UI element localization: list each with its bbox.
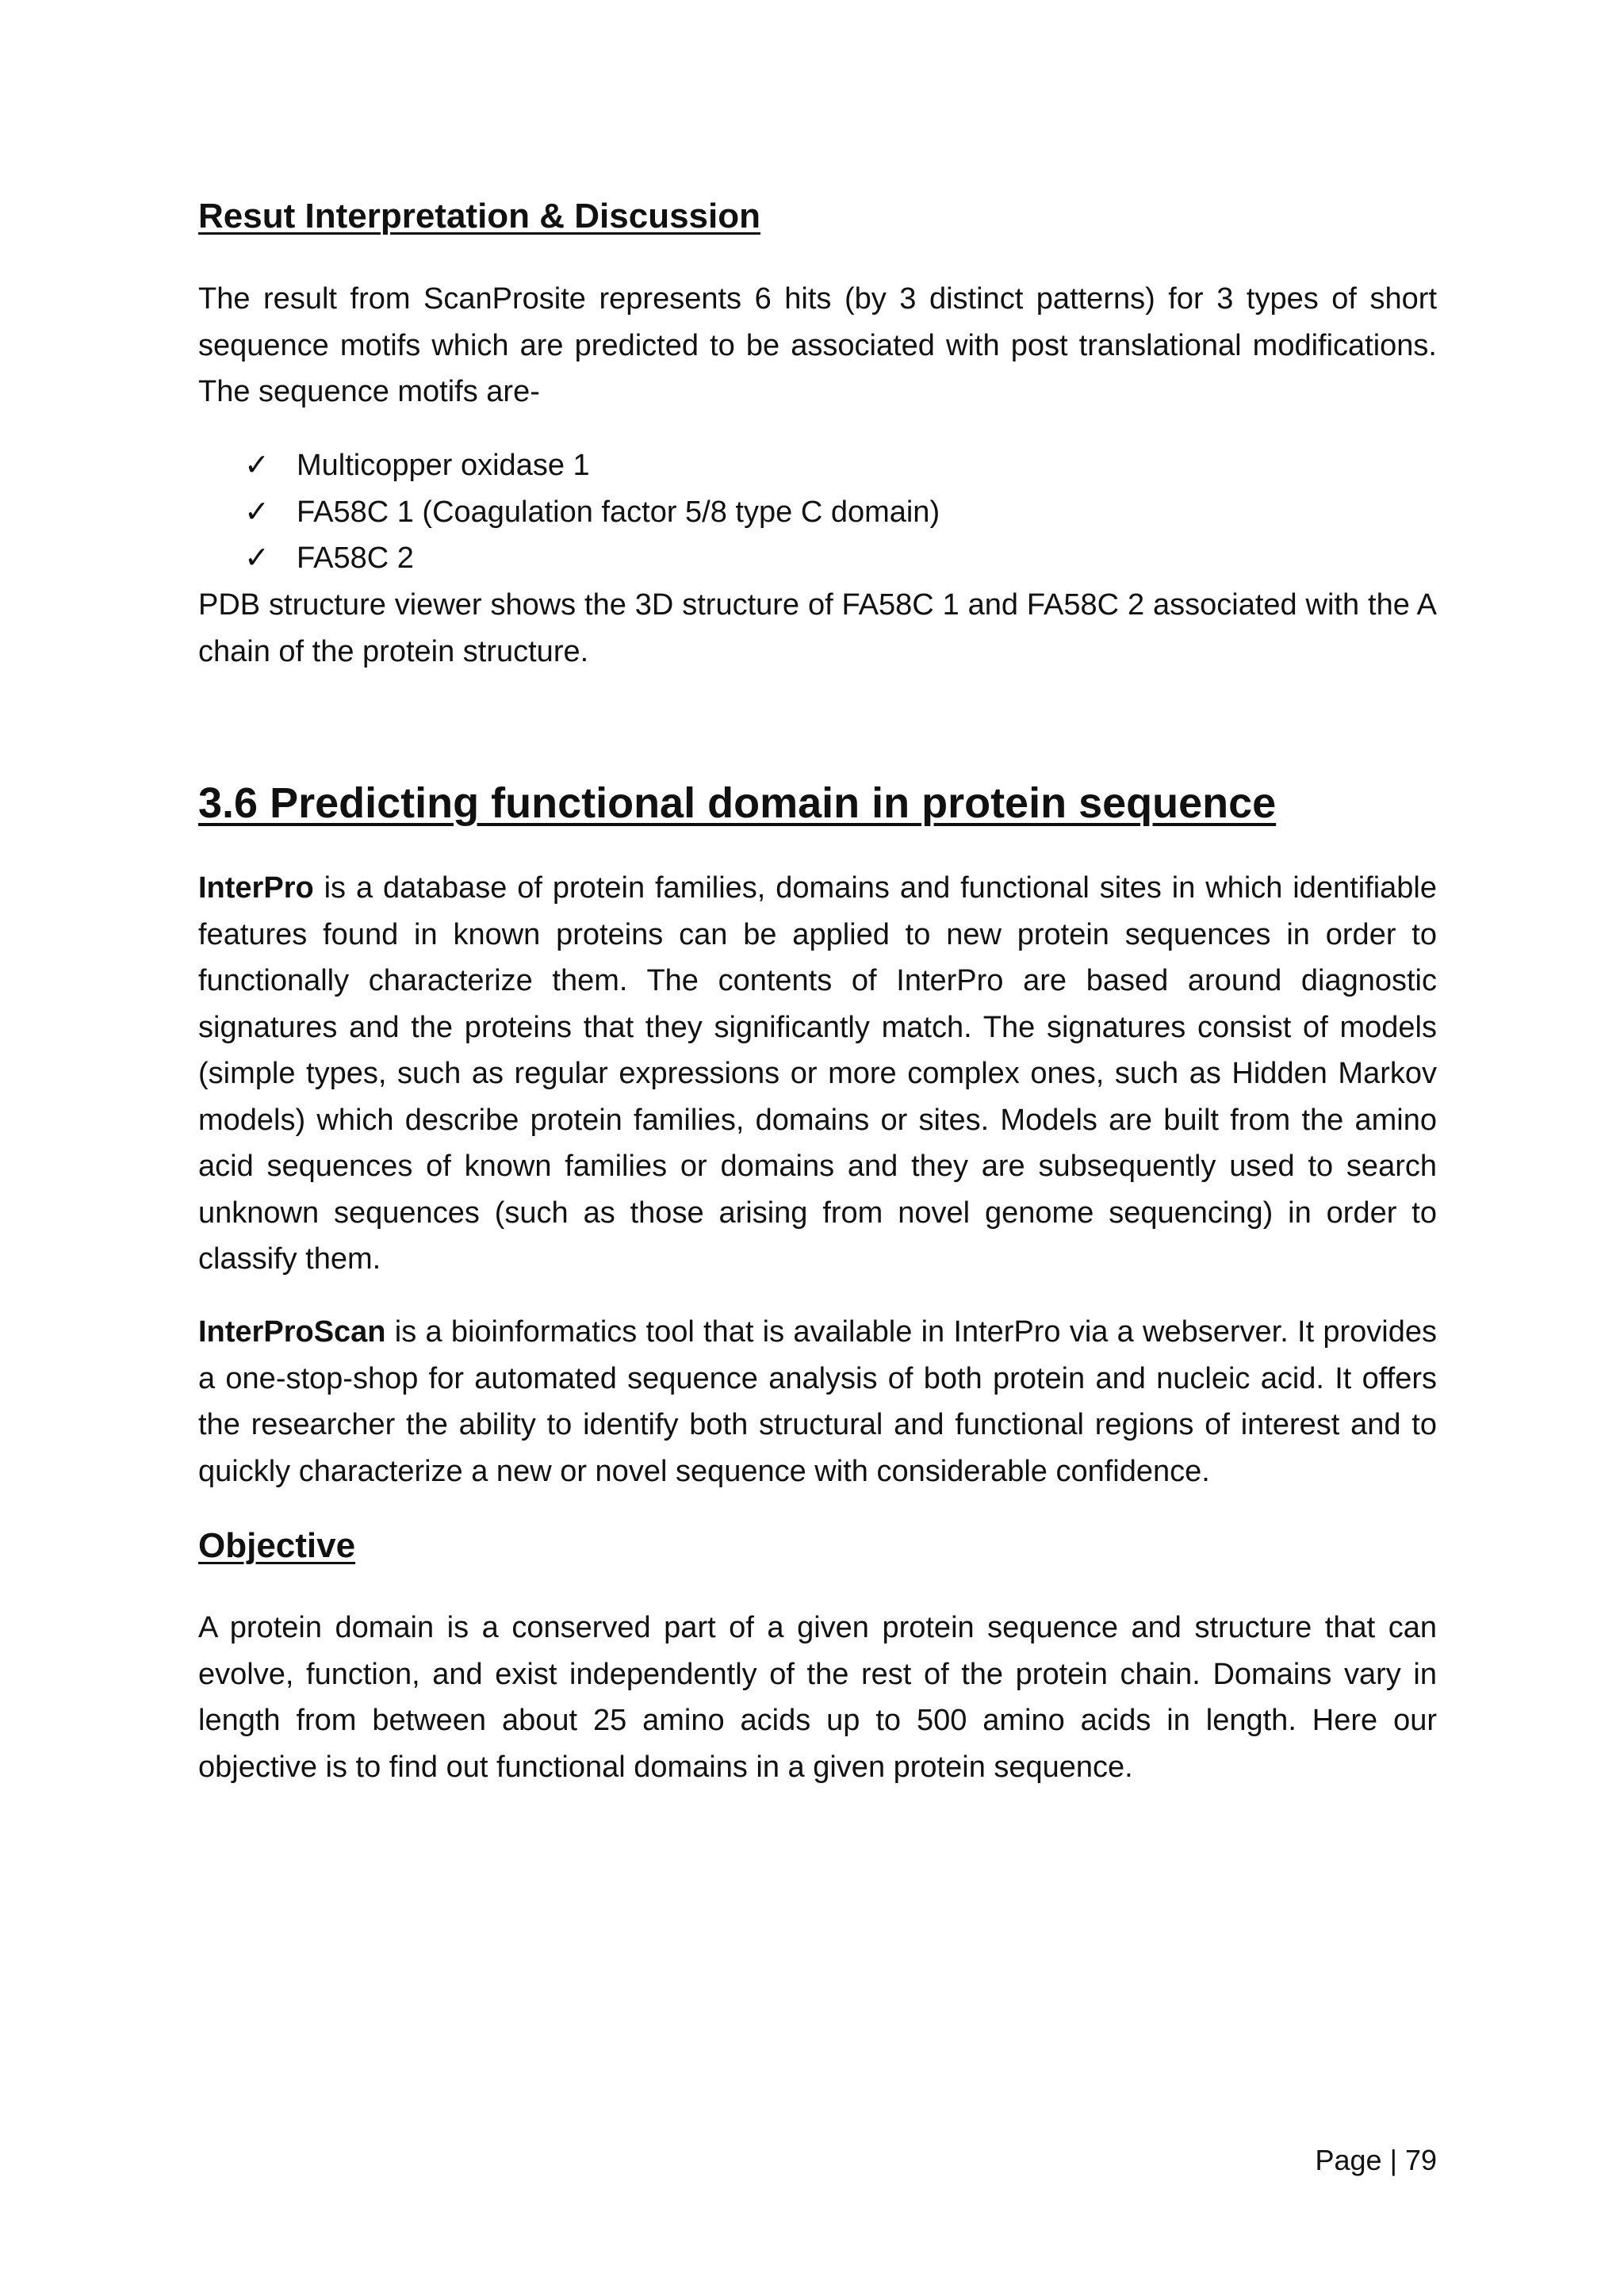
page-separator: | <box>1389 2144 1397 2176</box>
result-interpretation-heading: Resut Interpretation & Discussion <box>198 197 761 235</box>
scanprosite-result-paragraph: The result from ScanProsite represents 6 hits (by 3 distinct patterns) for 3 types of short sequence motifs which are predicted to be associated with post translational modifications. The sequence motifs are- <box>198 282 1437 408</box>
motif-label: FA58C 2 <box>297 541 414 575</box>
page-number: 79 <box>1404 2144 1437 2176</box>
list-item <box>244 442 940 489</box>
list-item <box>244 489 940 536</box>
page-label: Page <box>1315 2144 1382 2176</box>
motif-label: FA58C 1 (Coagulation factor 5/8 type C domain) <box>297 495 940 529</box>
interpro-paragraph <box>198 865 1437 1283</box>
interproscan-paragraph <box>198 1309 1437 1494</box>
checkmark-icon: ✓ <box>244 449 270 482</box>
document-page <box>198 0 1437 2296</box>
interpro-term: InterPro <box>198 871 314 905</box>
pdb-viewer-paragraph: PDB structure viewer shows the 3D structure of FA58C 1 and FA58C 2 associated with the A chain of the protein structure. <box>198 588 1437 668</box>
checkmark-icon: ✓ <box>244 495 270 529</box>
objective-heading: Objective <box>198 1526 356 1565</box>
objective-paragraph: A protein domain is a conserved part of a given protein sequence and structure that can evolve, function, and exist independently of the rest of the protein chain. Domains vary in length from between about 25 amino acids up to 500 amino acids in length. Here our objective is to find out functional domains in a given protein sequence. <box>198 1611 1437 1784</box>
functional-domain-heading: 3.6 Predicting functional domain in protein sequence <box>198 779 1277 827</box>
interproscan-description: is a bioinformatics tool that is available in InterPro via a webserver. It provides a one-stop-shop for automated sequence analysis of both protein and nucleic acid. It offers the researcher the ability to identify both structural and functional regions of interest and to quickly characterize a new or novel sequence with considerable confidence. <box>198 1315 1437 1488</box>
motif-label: Multicopper oxidase 1 <box>297 449 590 482</box>
page-footer <box>1315 2141 1437 2180</box>
interproscan-term: InterProScan <box>198 1315 386 1349</box>
list-item <box>244 535 940 582</box>
interpro-description: is a database of protein families, domains and functional sites in which identifiable features found in known proteins can be applied to new protein sequences in order to functionally characterize them. The contents of InterPro are based around diagnostic signatures and the proteins that they significantly match. The signatures consist of models (simple types, such as regular expressions or more complex ones, such as Hidden Markov models) which describe protein families, domains or sites. Models are built from the amino acid sequences of known families or domains and they are subsequently used to search unknown sequences (such as those arising from novel genome sequencing) in order to classify them. <box>198 871 1437 1276</box>
motif-checklist <box>244 442 940 582</box>
checkmark-icon: ✓ <box>244 541 270 575</box>
